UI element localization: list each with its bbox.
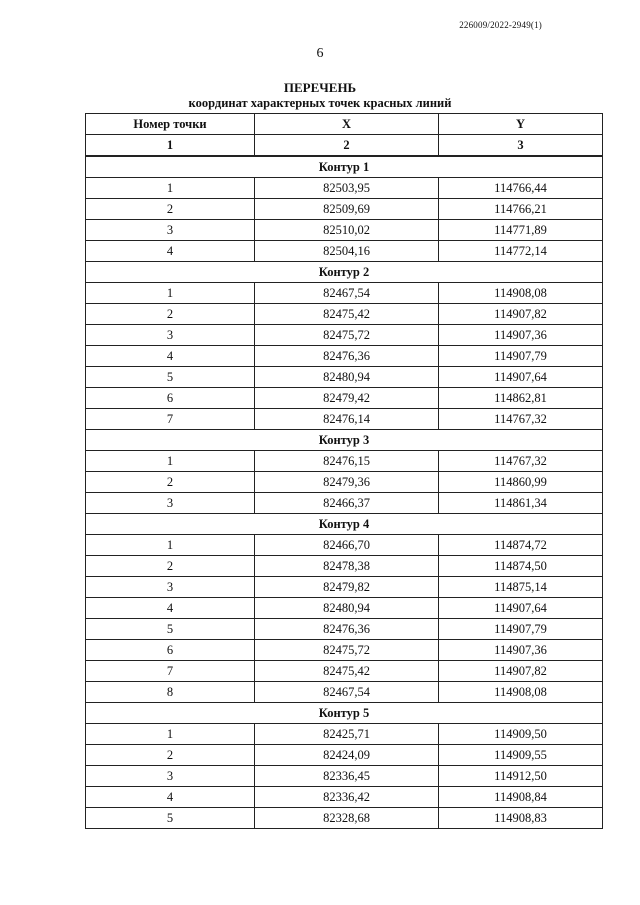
table-row <box>86 241 603 262</box>
table-row <box>86 367 603 388</box>
column-number: 3 <box>439 135 603 157</box>
x-coordinate-cell: 82475,72 <box>255 640 439 661</box>
point-number-cell: 7 <box>86 661 255 682</box>
contour-title: Контур 2 <box>86 262 603 283</box>
column-numbering-row <box>86 135 603 157</box>
x-coordinate-cell: 82466,70 <box>255 535 439 556</box>
x-coordinate-cell: 82475,42 <box>255 661 439 682</box>
column-number: 1 <box>86 135 255 157</box>
y-coordinate-cell: 114909,50 <box>439 724 603 745</box>
table-row <box>86 535 603 556</box>
table-row <box>86 325 603 346</box>
x-coordinate-cell: 82478,38 <box>255 556 439 577</box>
y-coordinate-cell: 114861,34 <box>439 493 603 514</box>
y-coordinate-cell: 114908,08 <box>439 682 603 703</box>
contour-title: Контур 4 <box>86 514 603 535</box>
document-title: ПЕРЕЧЕНЬ <box>283 80 357 95</box>
x-coordinate-cell: 82476,14 <box>255 409 439 430</box>
point-number-cell: 7 <box>86 409 255 430</box>
table-row <box>86 787 603 808</box>
y-coordinate-cell: 114875,14 <box>439 577 603 598</box>
y-coordinate-cell: 114908,08 <box>439 283 603 304</box>
table-row <box>86 493 603 514</box>
point-number-cell: 3 <box>86 220 255 241</box>
y-coordinate-cell: 114907,36 <box>439 325 603 346</box>
point-number-cell: 4 <box>86 241 255 262</box>
point-number-cell: 4 <box>86 346 255 367</box>
contour-header-row <box>86 262 603 283</box>
point-number-cell: 1 <box>86 535 255 556</box>
point-number-cell: 2 <box>86 472 255 493</box>
y-coordinate-cell: 114907,82 <box>439 661 603 682</box>
point-number-cell: 1 <box>86 178 255 199</box>
y-coordinate-cell: 114907,64 <box>439 598 603 619</box>
point-number-cell: 3 <box>86 577 255 598</box>
point-number-cell: 8 <box>86 682 255 703</box>
point-number-cell: 4 <box>86 598 255 619</box>
table-row <box>86 388 603 409</box>
y-coordinate-cell: 114766,21 <box>439 199 603 220</box>
contour-header-row <box>86 514 603 535</box>
y-coordinate-cell: 114767,32 <box>439 409 603 430</box>
page-number: 6 <box>316 46 324 61</box>
column-header-point-number: Номер точки <box>86 114 255 135</box>
x-coordinate-cell: 82328,68 <box>255 808 439 829</box>
table-row <box>86 661 603 682</box>
point-number-cell: 5 <box>86 619 255 640</box>
table-row <box>86 745 603 766</box>
table-row <box>86 199 603 220</box>
document-subtitle: координат характерных точек красных линий <box>188 96 452 110</box>
point-number-cell: 3 <box>86 493 255 514</box>
table-row <box>86 472 603 493</box>
point-number-cell: 2 <box>86 556 255 577</box>
x-coordinate-cell: 82510,02 <box>255 220 439 241</box>
point-number-cell: 3 <box>86 325 255 346</box>
x-coordinate-cell: 82336,42 <box>255 787 439 808</box>
point-number-cell: 1 <box>86 451 255 472</box>
table-row <box>86 598 603 619</box>
table-header-row <box>86 114 603 135</box>
point-number-cell: 2 <box>86 745 255 766</box>
point-number-cell: 2 <box>86 199 255 220</box>
x-coordinate-cell: 82480,94 <box>255 598 439 619</box>
x-coordinate-cell: 82476,36 <box>255 619 439 640</box>
y-coordinate-cell: 114860,99 <box>439 472 603 493</box>
point-number-cell: 2 <box>86 304 255 325</box>
y-coordinate-cell: 114907,79 <box>439 346 603 367</box>
table-row <box>86 283 603 304</box>
point-number-cell: 3 <box>86 766 255 787</box>
x-coordinate-cell: 82336,45 <box>255 766 439 787</box>
y-coordinate-cell: 114766,44 <box>439 178 603 199</box>
x-coordinate-cell: 82475,72 <box>255 325 439 346</box>
y-coordinate-cell: 114908,83 <box>439 808 603 829</box>
point-number-cell: 6 <box>86 388 255 409</box>
x-coordinate-cell: 82424,09 <box>255 745 439 766</box>
contour-title: Контур 5 <box>86 703 603 724</box>
contour-title: Контур 3 <box>86 430 603 451</box>
table-row <box>86 346 603 367</box>
y-coordinate-cell: 114862,81 <box>439 388 603 409</box>
y-coordinate-cell: 114907,82 <box>439 304 603 325</box>
x-coordinate-cell: 82479,36 <box>255 472 439 493</box>
x-coordinate-cell: 82503,95 <box>255 178 439 199</box>
table-row <box>86 640 603 661</box>
table-row <box>86 682 603 703</box>
table-row <box>86 577 603 598</box>
column-header-y: Y <box>439 114 603 135</box>
x-coordinate-cell: 82425,71 <box>255 724 439 745</box>
document-registration-number: 226009/2022-2949(1) <box>459 20 542 30</box>
x-coordinate-cell: 82480,94 <box>255 367 439 388</box>
table-body <box>86 156 603 829</box>
point-number-cell: 1 <box>86 283 255 304</box>
x-coordinate-cell: 82466,37 <box>255 493 439 514</box>
x-coordinate-cell: 82467,54 <box>255 283 439 304</box>
column-header-x: X <box>255 114 439 135</box>
point-number-cell: 6 <box>86 640 255 661</box>
x-coordinate-cell: 82479,82 <box>255 577 439 598</box>
y-coordinate-cell: 114874,72 <box>439 535 603 556</box>
contour-header-row <box>86 156 603 178</box>
table-row <box>86 619 603 640</box>
table-row <box>86 409 603 430</box>
y-coordinate-cell: 114772,14 <box>439 241 603 262</box>
point-number-cell: 5 <box>86 808 255 829</box>
y-coordinate-cell: 114908,84 <box>439 787 603 808</box>
point-number-cell: 1 <box>86 724 255 745</box>
contour-title: Контур 1 <box>86 156 603 178</box>
point-number-cell: 5 <box>86 367 255 388</box>
y-coordinate-cell: 114912,50 <box>439 766 603 787</box>
y-coordinate-cell: 114771,89 <box>439 220 603 241</box>
x-coordinate-cell: 82476,36 <box>255 346 439 367</box>
x-coordinate-cell: 82504,16 <box>255 241 439 262</box>
y-coordinate-cell: 114907,36 <box>439 640 603 661</box>
x-coordinate-cell: 82475,42 <box>255 304 439 325</box>
table-row <box>86 766 603 787</box>
contour-header-row <box>86 430 603 451</box>
x-coordinate-cell: 82467,54 <box>255 682 439 703</box>
coordinates-table <box>85 113 603 829</box>
y-coordinate-cell: 114907,64 <box>439 367 603 388</box>
y-coordinate-cell: 114909,55 <box>439 745 603 766</box>
table-row <box>86 808 603 829</box>
table-row <box>86 724 603 745</box>
table-row <box>86 220 603 241</box>
column-number: 2 <box>255 135 439 157</box>
y-coordinate-cell: 114767,32 <box>439 451 603 472</box>
y-coordinate-cell: 114907,79 <box>439 619 603 640</box>
table-row <box>86 556 603 577</box>
table-row <box>86 304 603 325</box>
table-row <box>86 178 603 199</box>
x-coordinate-cell: 82479,42 <box>255 388 439 409</box>
x-coordinate-cell: 82476,15 <box>255 451 439 472</box>
contour-header-row <box>86 703 603 724</box>
point-number-cell: 4 <box>86 787 255 808</box>
x-coordinate-cell: 82509,69 <box>255 199 439 220</box>
y-coordinate-cell: 114874,50 <box>439 556 603 577</box>
table-row <box>86 451 603 472</box>
